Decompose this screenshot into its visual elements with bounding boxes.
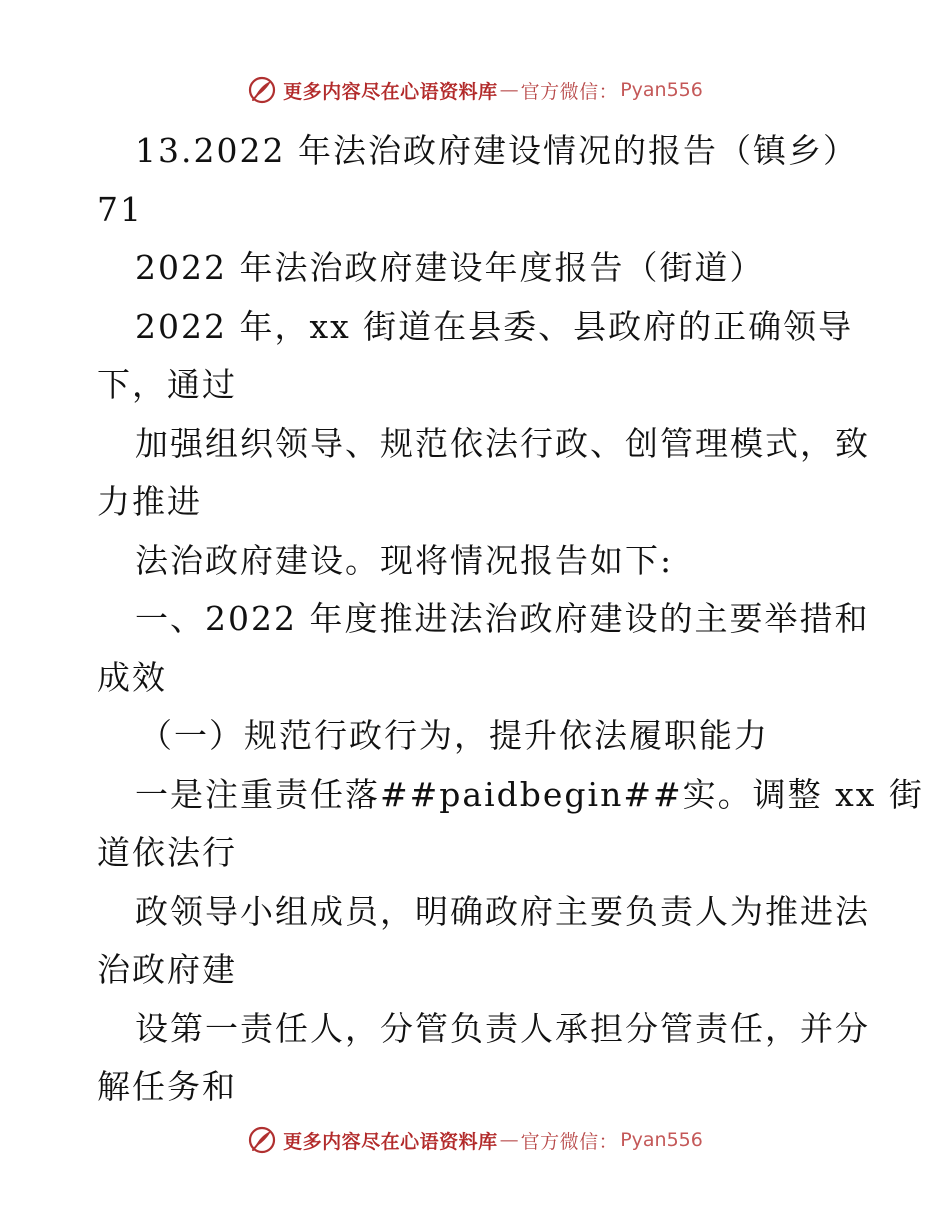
- watermark-dash: —: [499, 1129, 519, 1151]
- watermark-main-text: 更多内容尽在心语资料库: [283, 1130, 498, 1153]
- text-line: 71: [97, 189, 143, 229]
- text-line: 下，通过: [97, 365, 237, 404]
- watermark-sub-text: 官方微信：: [520, 1130, 619, 1153]
- text-line: 力推进: [97, 482, 202, 521]
- text-line: 政领导小组成员，明确政府主要负责人为推进法: [135, 891, 870, 931]
- text-line: 一、2022 年度推进法治政府建设的主要举措和: [135, 599, 870, 638]
- watermark-footer: [0, 1122, 950, 1158]
- watermark-main-text: 更多内容尽在心语资料库: [283, 80, 498, 103]
- text-line: 加强组织领导、规范依法行政、创管理模式，致: [135, 423, 870, 463]
- text-line: 一是注重责任落##paidbegin##实。调整 xx 街: [135, 774, 924, 814]
- watermark-wechat-id: Pyan556: [620, 79, 703, 101]
- text-line: （一）规范行政行为，提升依法履职能力: [139, 716, 769, 755]
- text-line: 道依法行: [97, 833, 237, 872]
- document-body: [97, 122, 924, 1117]
- text-line: 成效: [97, 657, 167, 697]
- text-line: 治政府建: [97, 950, 237, 989]
- text-line: 解任务和: [97, 1067, 237, 1106]
- quill-logo-icon: [247, 1125, 277, 1155]
- quill-logo-icon: [247, 75, 277, 105]
- watermark-dash: —: [499, 79, 519, 101]
- text-line: 设第一责任人，分管负责人承担分管责任，并分: [135, 1008, 870, 1048]
- text-line: 2022 年，xx 街道在县委、县政府的正确领导: [135, 306, 854, 346]
- text-line: 2022 年法治政府建设年度报告（街道）: [135, 248, 765, 287]
- watermark-sub-text: 官方微信：: [520, 80, 619, 103]
- watermark-header: [0, 72, 950, 108]
- text-line: 法治政府建设。现将情况报告如下:: [135, 540, 674, 580]
- text-line: 13.2022 年法治政府建设情况的报告（镇乡）: [135, 131, 858, 170]
- watermark-wechat-id: Pyan556: [620, 1129, 703, 1151]
